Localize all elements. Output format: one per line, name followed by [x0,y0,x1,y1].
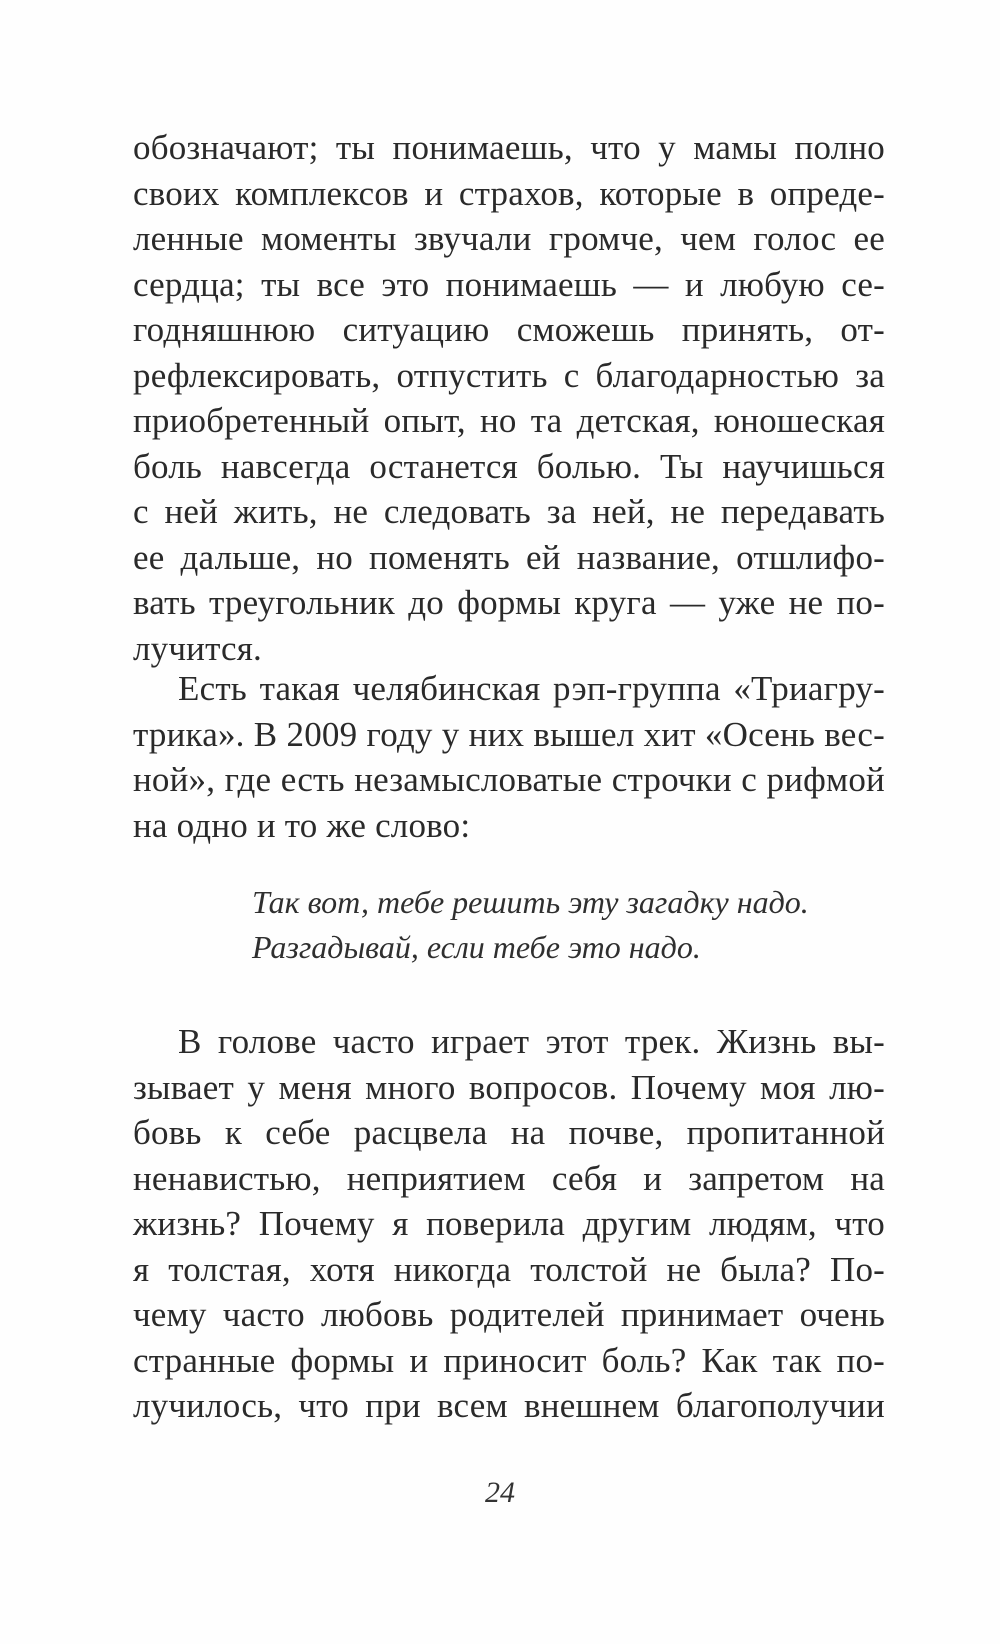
text-line: приобретенный опыт, но та детская, юношеская [133,401,885,440]
text-line: годняшнюю ситуацию сможешь принять, от- [133,310,885,349]
quote-line: Так вот, тебе решить эту загадку надо. [252,884,809,920]
text-line: ленные моменты звучали громче, чем голос ее [133,219,885,258]
text-line: обозначают; ты понимаешь, что у мамы полно [133,128,885,167]
paragraph-1 [133,125,885,671]
text-line: сердца; ты все это понимаешь — и любую се- [133,264,885,304]
text-line: странные формы и приносит боль? Как так по- [133,1340,885,1380]
text-line: своих комплексов и страхов, которые в опреде- [133,173,885,213]
song-quote [252,880,892,970]
text-line: вать треугольник до формы круга — уже не по- [133,583,885,622]
text-line: рефлексировать, отпустить с благодарностью за [133,355,885,395]
text-line: бовь к себе расцвела на почве, пропитанной [133,1113,885,1152]
text-line: лучилось, что при всем внешнем благополучии [133,1386,885,1425]
text-line: с ней жить, не следовать за ней, не передавать [133,492,885,531]
text-line: на одно и то же слово: [133,805,471,845]
paragraph-2 [133,666,885,848]
text-line: жизнь? Почему я поверила другим людям, что [133,1204,885,1243]
text-line: боль навсегда останется болью. Ты научишься [133,446,885,486]
text-line: ее дальше, но поменять ей название, отшлифо- [133,537,885,577]
text-line: ненавистью, неприятием себя и запретом на [133,1158,885,1198]
page-number: 24 [485,1476,515,1509]
text-line: чему часто любовь родителей принимает очень [133,1295,885,1334]
text-line: ной», где есть незамысловатые строчки с рифмой [133,760,885,799]
text-line: зывает у меня много вопросов. Почему моя лю- [133,1067,885,1107]
text-line: В голове часто играет этот трек. Жизнь вы- [178,1022,885,1061]
text-line: лучится. [133,628,263,668]
text-line: я толстая, хотя никогда толстой не была? По- [133,1249,885,1289]
paragraph-3 [133,1019,885,1429]
text-line: трика». В 2009 году у них вышел хит «Осень вес- [133,714,885,754]
quote-line: Разгадывай, если тебе это надо. [252,929,701,965]
text-line: Есть такая челябинская рэп-группа «Триагру- [178,669,885,708]
